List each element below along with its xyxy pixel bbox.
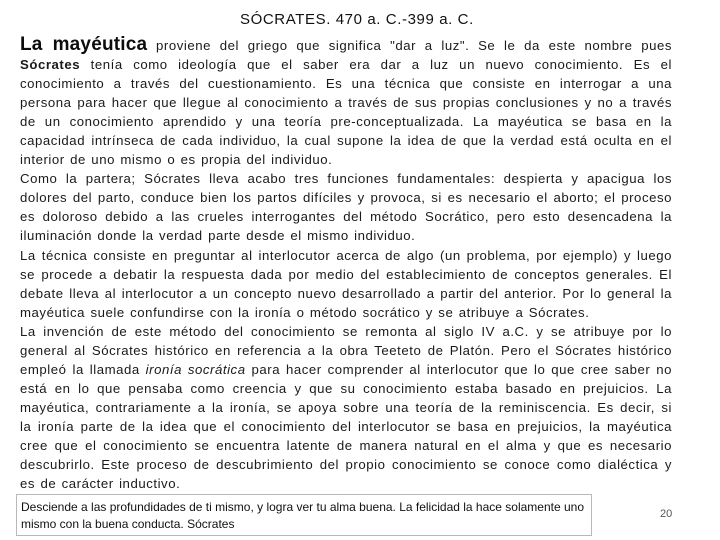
paragraph-partera: Como la partera; Sócrates lleva acabo tres funciones fundamentales: despierta y apacigua los dolores del parto, conduce bien los partos difíciles y provoca, si es necesario el aborto; el proceso es doloroso debido a las crueles interrogantes del método Socrático, pero esto desencadena la iluminación donde la verdad parte desde el mismo individuo. (20, 171, 672, 244)
paragraph-tecnica: La técnica consiste en preguntar al interlocutor acerca de algo (un problema, por ejemplo) y luego se procede a debatir la respuesta dada por medio del establecimiento de conceptos generales. El debate lleva al interlocutor a un concepto nuevo desarrollado a partir del anterior. Por lo general la mayéutica suele confundirse con la ironía o método socrático y se atribuye a Sócrates. (20, 247, 672, 320)
section-heading: La mayéutica (20, 34, 148, 55)
paragraph-invencion (20, 322, 672, 493)
paragraph-invencion-part1: La invención de este método del conocimiento se remonta al siglo IV a.C. y se atribuye por lo general al Sócrates histórico en referencia a la obra Teeteto de Platón. Pero el Sócrates histórico empleó la llamada (20, 323, 672, 377)
paragraph-intro-part1: proviene del griego que significa "dar a luz". Se le da este nombre pues (147, 38, 672, 53)
paragraph-intro (20, 35, 672, 169)
socrates-name: Sócrates (20, 57, 81, 73)
paragraph-invencion-part2: para hacer comprender al interlocutor que lo que cree saber no está en lo que pensaba como creencia y que su conocimiento estaba basado en prejuicios. La mayéutica, contrariamente a la ironía, se apoya sobre una teoría de la reminiscencia. Es decir, si la ironía parte de la idea que el conocimiento del interlocutor se basa en prejuicios, la mayéutica cree que el conocimiento se encuentra latente de manera natural en el alma y que es necesario descubrirlo. Este proceso de descubrimiento del propio conocimiento se conoce como dialéctica y es de carácter inductivo. (20, 361, 672, 492)
quote-text: Desciende a las profundidades de ti mismo, y logra ver tu alma buena. La felicidad la hace solamente uno mismo con la buena conducta. Sócrates (21, 500, 584, 531)
page-title: SÓCRATES. 470 a. C.-399 a. C. (240, 11, 474, 28)
body-text (20, 35, 672, 493)
quote-box (16, 494, 592, 536)
ironia-socratica-term: ironía socrática (145, 361, 246, 377)
paragraph-intro-part2: tenía como ideología que el saber era dar a luz un nuevo conocimiento. Es el conocimiento a través del cuestionamiento. Es una técnica que consiste en interrogar a una persona para hacer que llegue al conocimiento a través de sus propias conclusiones y no a través de un conocimiento aprendido y una teoría pre-conceptualizada. La mayéutica se basa en la capacidad intrínseca de cada individuo, la cual supone la idea de que la verdad está oculta en el interior de uno mismo o es propia del individuo. (20, 57, 672, 168)
page-number: 20 (660, 508, 673, 520)
